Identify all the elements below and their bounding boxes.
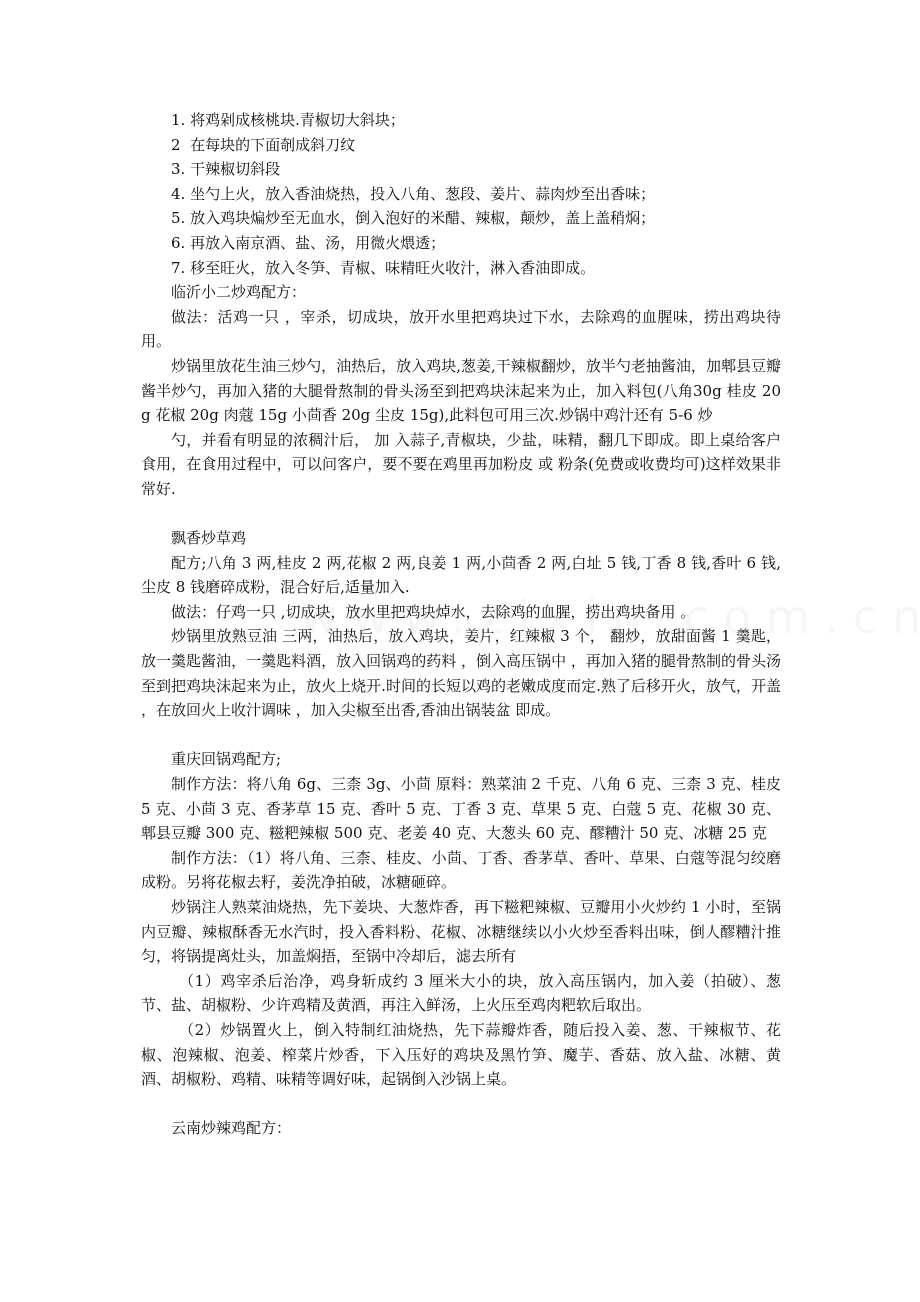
- chongqing-step-2: （2）炒锅置火上，倒入特制红油烧热，先下蒜瓣炸香，随后投入姜、葱、干辣椒节、花椒、泡辣椒、泡姜、榨菜片炒香，下入压好的鸡块及黑竹笋、魔芋、香菇、放入盐、冰糖、黄酒、胡椒粉、鸡精、味精等调好味，起锅倒入沙锅上桌。: [141, 1020, 781, 1089]
- section-gap: [141, 502, 781, 527]
- piaoxiang-recipe: 配方;八角 3 两,桂皮 2 两,花椒 2 两,良姜 1 两,小茴香 2 两,白址 5 钱,丁香 8 钱,香叶 6 钱,尘皮 8 钱磨碎成粉，混合好后,适量加入.: [141, 553, 781, 597]
- document-body: [141, 108, 781, 1141]
- chongqing-method-1: 制作方法：（1）将八角、三柰、桂皮、小茴、丁香、香茅草、香叶、草果、白蔻等混匀绞磨成粉。另将花椒去籽，姜洗净拍破，冰糖砸碎。: [141, 848, 781, 892]
- linyi-stirfry: 炒锅里放花生油三炒勺，油热后，放入鸡块,葱姜,干辣椒翻炒，放半勺老抽酱油，加郫县豆瓣酱半炒勺，再加入猪的大腿骨熬制的骨头汤至到把鸡块沫起来为止，加入料包(八角30g 桂皮 20g 花椒 20g 肉蔻 15g 小茴香 20g 尘皮 15g),此料包可用三次.炒锅中鸡汁还有 5-6 炒: [141, 356, 781, 425]
- piaoxiang-method: 做法：仔鸡一只 ,切成块，放水里把鸡块焯水，去除鸡的血腥，捞出鸡块备用 。: [171, 602, 696, 621]
- step-4: 4. 坐勺上火，放入香油烧热，投入八角、葱段、姜片、蒜肉炒至出香味；: [171, 184, 656, 203]
- section-gap: [141, 1092, 781, 1117]
- linyi-title: 临沂小二炒鸡配方：: [171, 283, 307, 302]
- section-gap: [141, 723, 781, 748]
- piaoxiang-title: 飘香炒草鸡: [171, 529, 247, 548]
- piaoxiang-stirfry: 炒锅里放熟豆油 三两，油热后，放入鸡块，姜片，红辣椒 3 个， 翻炒，放甜面酱 1 羹匙， 放一羹匙酱油，一羹匙料酒，放入回锅鸡的药料 ，倒入高压锅中 ，再加入猪的腿骨熬制的骨头汤至到把鸡块沫起来为止，放火上烧开.时间的长短以鸡的老嫩成度而定.熟了后移开火，放气，开盖 ，在放回火上收汁调味 ，加入尖椒至出香,香油出锅装盆 即成。: [141, 627, 781, 720]
- step-7: 7. 移至旺火，放入冬笋、青椒、味精旺火收汁，淋入香油即成。: [171, 258, 596, 277]
- chongqing-step-1: （1）鸡宰杀后治净，鸡身斩成约 3 厘米大小的块，放入高压锅内，加入姜（拍破）、葱节、盐、胡椒粉、少许鸡精及黄酒，再注入鲜汤，上火压至鸡肉粑软后取出。: [141, 971, 781, 1015]
- step-6: 6. 再放入南京酒、盐、汤，用微火煨透；: [171, 233, 446, 252]
- chongqing-title: 重庆回锅鸡配方;: [171, 750, 282, 769]
- step-5: 5. 放入鸡块煸炒至无血水，倒入泡好的米醋、辣椒，颠炒，盖上盖稍焖；: [171, 209, 656, 228]
- step-1: 1. 将鸡剁成核桃块.青椒切大斜块；: [171, 111, 405, 129]
- linyi-finish: 勺，并看有明显的浓稠汁后， 加 入蒜子,青椒块，少盐，味精，翻几下即成。即上桌给客户食用，在食用过程中，可以问客户，要不要在鸡里再加粉皮 或 粉条(免费或收费均可)这样效果非常好.: [141, 430, 781, 498]
- chongqing-oil: 炒锅注人熟菜油烧热，先下姜块、大葱炸香，再下糍粑辣椒、豆瓣用小火炒约 1 小时，至锅内豆瓣、辣椒酥香无水汽时，投入香料粉、花椒、冰糖继续以小火炒至香料出味，倒人醪糟汁推匀，将锅提离灶头，加盖焖捂，至锅中冷却后，滤去所有: [141, 898, 781, 966]
- linyi-method: 做法：活鸡一只 ，宰杀，切成块，放开水里把鸡块过下水，去除鸡的血腥味，捞出鸡块待用。: [141, 307, 781, 351]
- step-2: 2 在每块的下面剞成斜刀纹: [171, 135, 356, 154]
- chongqing-ingredients: 制作方法：将八角 6g、三柰 3g、小茴 原料：熟菜油 2 千克、八角 6 克、三柰 3 克、桂皮 5 克、小茴 3 克、香茅草 15 克、香叶 5 克、丁香 3 克、草果 5 克、白蔻 5 克、花椒 30 克、郫县豆瓣 300 克、糍粑辣椒 500 克、老姜 40 克、大葱头 60 克、醪糟汁 50 克、冰糖 25 克: [141, 775, 781, 843]
- step-3: 3. 干辣椒切斜段: [171, 160, 281, 179]
- yunnan-title: 云南炒辣鸡配方：: [171, 1119, 292, 1138]
